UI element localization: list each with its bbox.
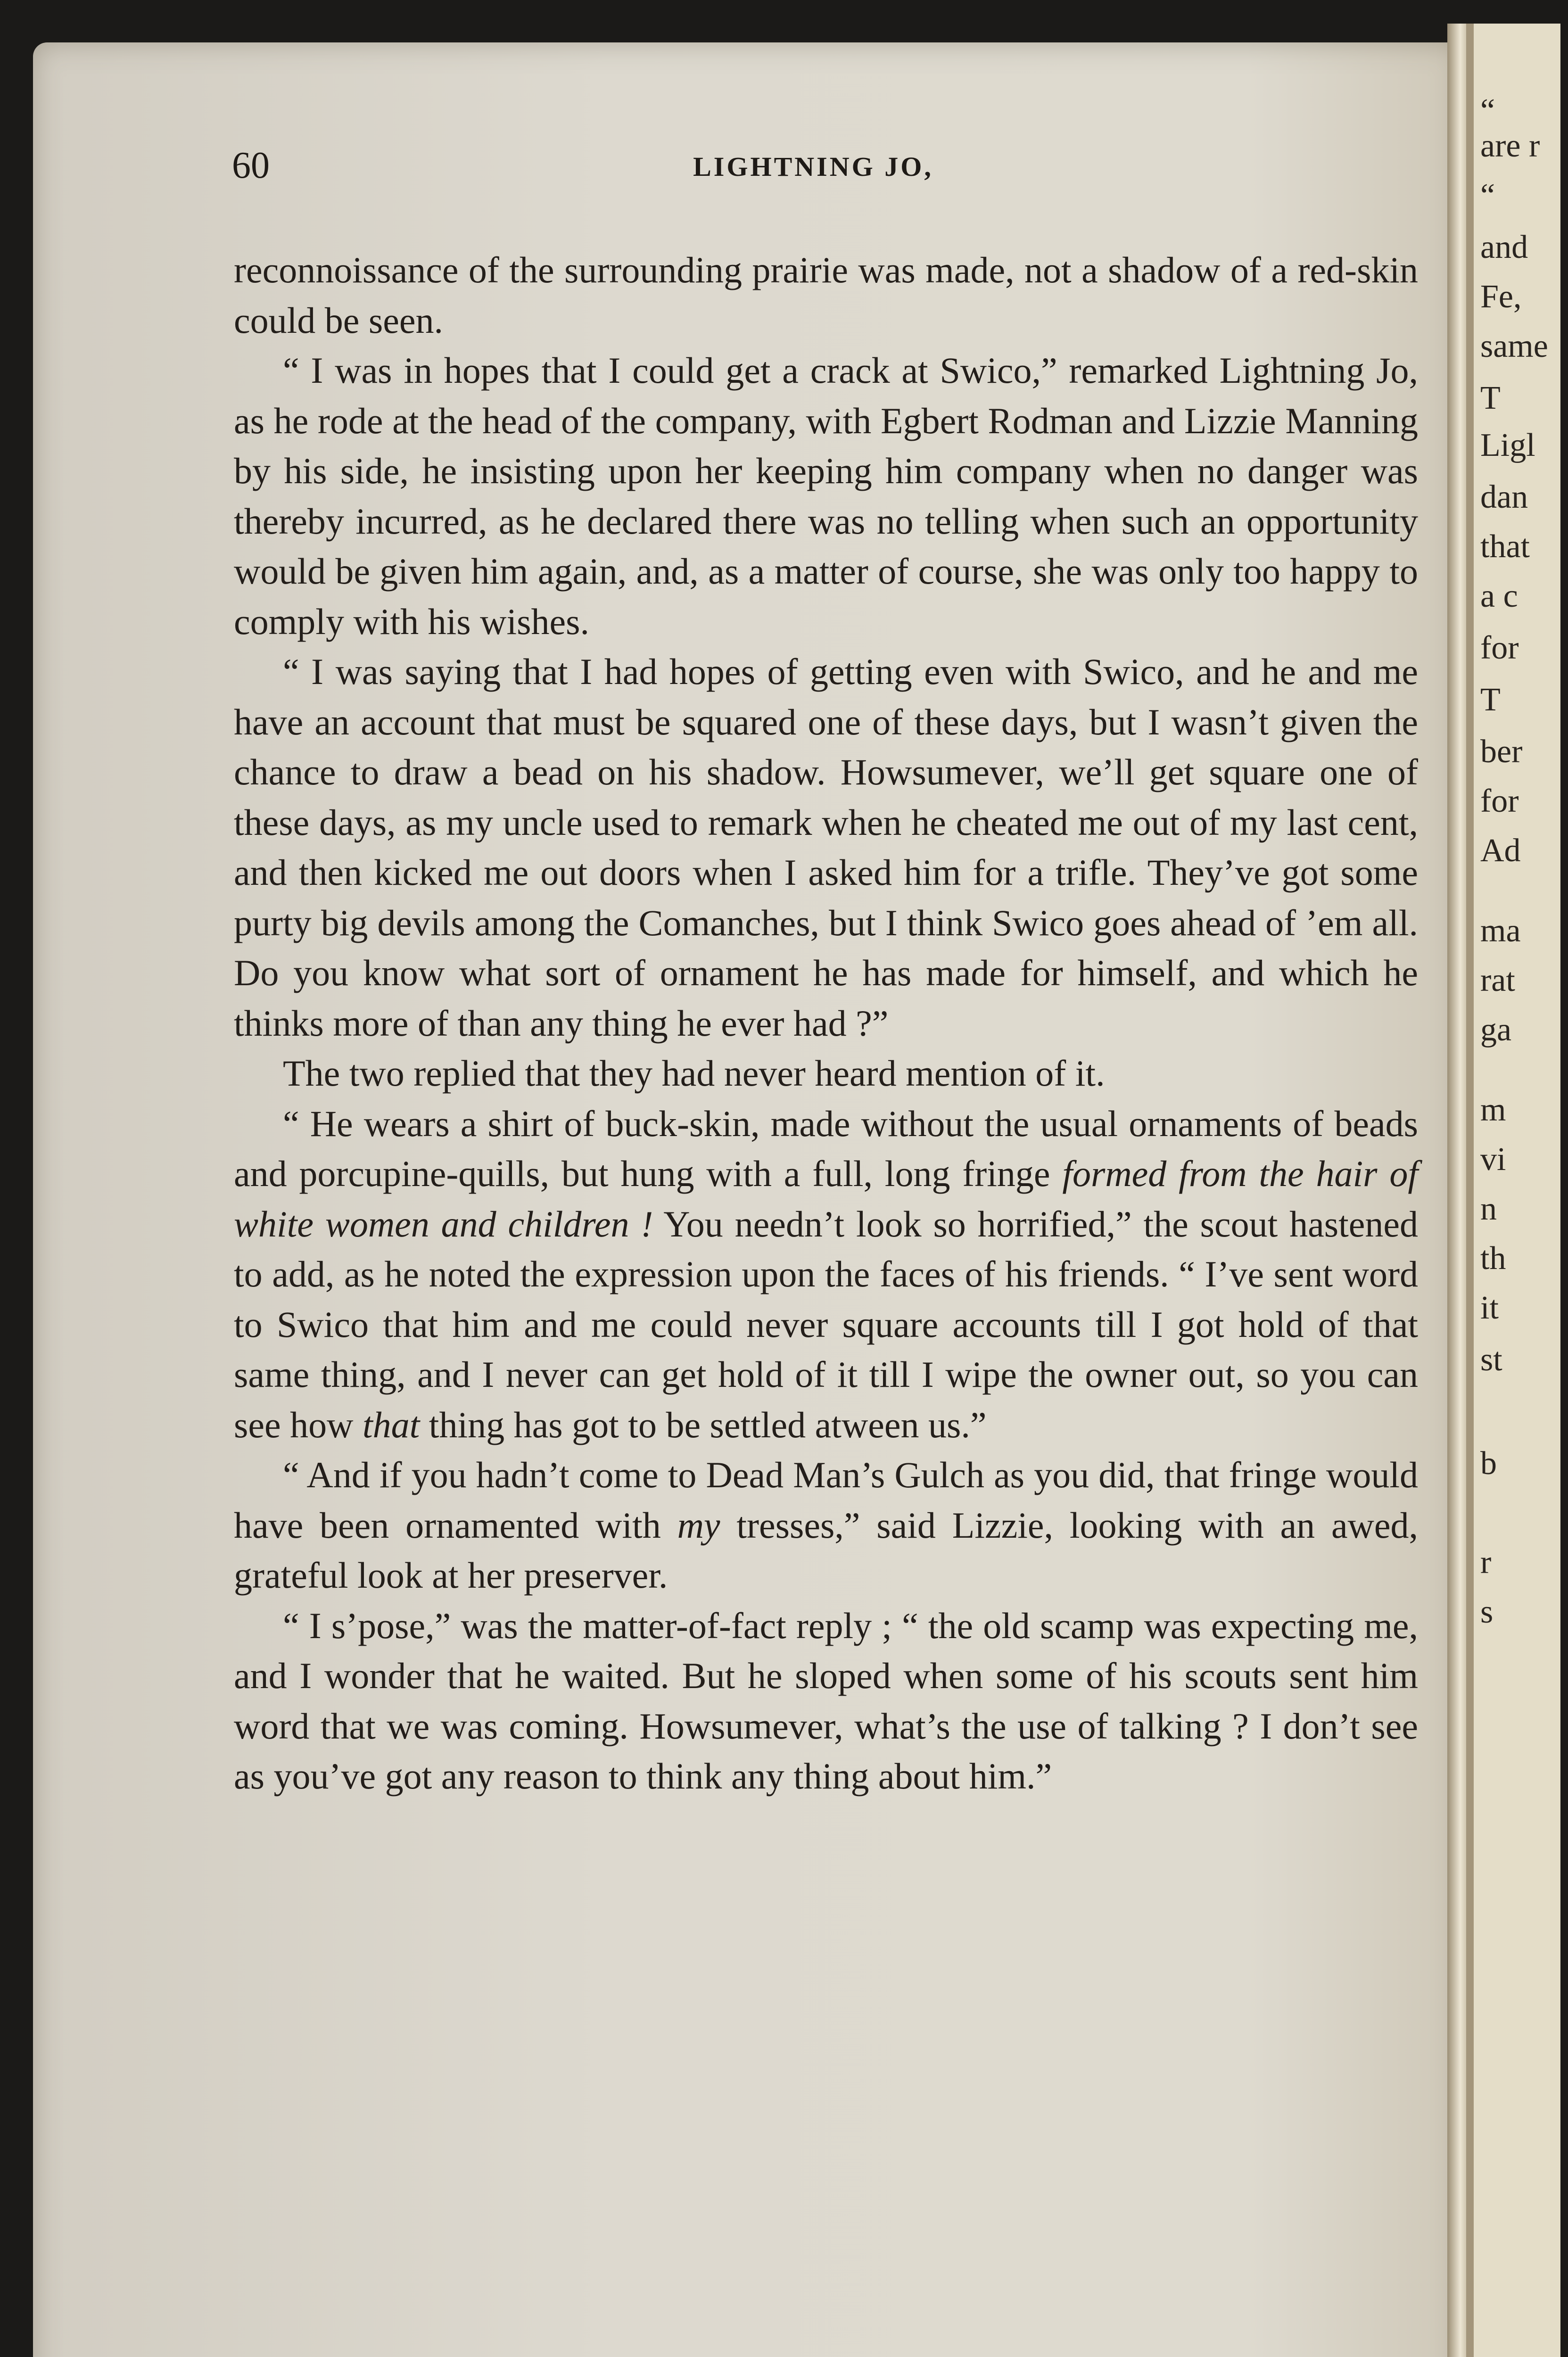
adjacent-fragment: st xyxy=(1480,1342,1502,1378)
adjacent-fragment: ma xyxy=(1480,913,1521,949)
paragraph: “ I was in hopes that I could get a crack at Swico,” remarked Lightning Jo, as he rode at the head of the company, with Egbert Rodman and Lizzie Manning by his side, he insisting upon her keeping him company when no danger was thereby incurred, as he declared there was no telling when such an opportunity would be given him again, and, as a matter of course, she was only too happy to comply with his wishes. xyxy=(234,350,1418,642)
adjacent-fragment: r xyxy=(1480,1544,1492,1581)
adjacent-page-edge xyxy=(1466,24,1474,2357)
adjacent-fragment: ga xyxy=(1480,1012,1512,1048)
paragraph xyxy=(234,1099,1418,1450)
italic-text: formed from the hair of white women and children ! xyxy=(234,1153,1418,1244)
adjacent-fragment: Ligl xyxy=(1480,427,1535,463)
adjacent-fragment: T xyxy=(1480,380,1501,416)
adjacent-fragment: “ xyxy=(1480,177,1495,214)
adjacent-fragment: n xyxy=(1480,1191,1497,1227)
page-header xyxy=(203,144,1424,201)
adjacent-fragment: for xyxy=(1480,783,1519,819)
adjacent-fragment: th xyxy=(1480,1240,1506,1277)
adjacent-fragment: that xyxy=(1480,528,1530,565)
paragraph: reconnoissance of the surrounding prairie was made, not a shadow of a red-skin could be seen. xyxy=(234,249,1418,341)
paragraph: The two replied that they had never heard mention of it. xyxy=(283,1053,1105,1094)
page-number: 60 xyxy=(232,145,270,186)
adjacent-fragment: b xyxy=(1480,1445,1497,1482)
adjacent-fragment: Ad xyxy=(1480,832,1521,869)
body-text xyxy=(234,245,1418,1802)
adjacent-fragment: vi xyxy=(1480,1141,1506,1178)
adjacent-fragment: same xyxy=(1480,328,1548,364)
adjacent-fragment: “ xyxy=(1480,92,1495,129)
adjacent-fragment: a c xyxy=(1480,578,1518,614)
italic-text: that xyxy=(362,1404,420,1445)
paragraph-text: tresses,” said Lizzie, looking with an awed, grateful look at her preserver. xyxy=(234,1504,1419,1596)
adjacent-fragment: for xyxy=(1480,630,1519,666)
adjacent-fragment: are r xyxy=(1480,128,1540,164)
paragraph-text: “ He wears a shirt of buck-skin, made without the usual ornaments of beads and porcupine-quills, but hung with a full, long fringe xyxy=(234,1103,1418,1194)
adjacent-fragment: dan xyxy=(1480,479,1528,515)
paragraph-text: “ And if you hadn’t come to Dead Man’s Gulch as you did, that fringe would have been ornamented with xyxy=(234,1454,1418,1546)
adjacent-fragment: m xyxy=(1480,1092,1506,1128)
adjacent-page xyxy=(1466,24,1560,2357)
adjacent-fragment: s xyxy=(1480,1594,1494,1630)
paragraph-text: You needn’t look so horrified,” the scout hastened to add, as he noted the expression upon the faces of his friends. “ I’ve sent word to Swico that him and me could never square accounts till I got hold of that same thing, and I never can get hold of it till I wipe the owner out, so you can see how xyxy=(234,1203,1418,1445)
paragraph: “ I was saying that I had hopes of getting even with Swico, and he and me have an account that must be squared one of these days, but I wasn’t given the chance to draw a bead on his shadow. Howsumever, we’ll get square one of these days, as my uncle used to remark when he cheated me out of my last cent, and then kicked me out doors when I asked him for a trifle. They’ve got some purty big devils among the Comanches, but I think Swico goes ahead of ’em all. Do you know what sort of ornament he has made for himself, and which he thinks more of than any thing he ever had ?” xyxy=(234,651,1418,1044)
adjacent-fragment: and xyxy=(1480,229,1528,265)
paragraph: “ I s’pose,” was the matter-of-fact reply ; “ the old scamp was expecting me, and I wonder that he waited. But he sloped when some of his scouts sent him word that we was coming. Howsumever, what’s the use of talking ? I don’t see as you’ve got any reason to think any thing about him.” xyxy=(234,1605,1418,1797)
paragraph-text: thing has got to be settled atween us.” xyxy=(420,1404,987,1445)
adjacent-fragment: ber xyxy=(1480,733,1523,770)
adjacent-fragment: T xyxy=(1480,682,1501,718)
adjacent-fragment: rat xyxy=(1480,962,1515,998)
paragraph xyxy=(234,1450,1418,1601)
adjacent-fragment: Fe, xyxy=(1480,279,1522,315)
italic-text: my xyxy=(677,1504,720,1546)
running-title: LIGHTNING JO, xyxy=(693,151,933,182)
adjacent-fragment: it xyxy=(1480,1290,1499,1326)
